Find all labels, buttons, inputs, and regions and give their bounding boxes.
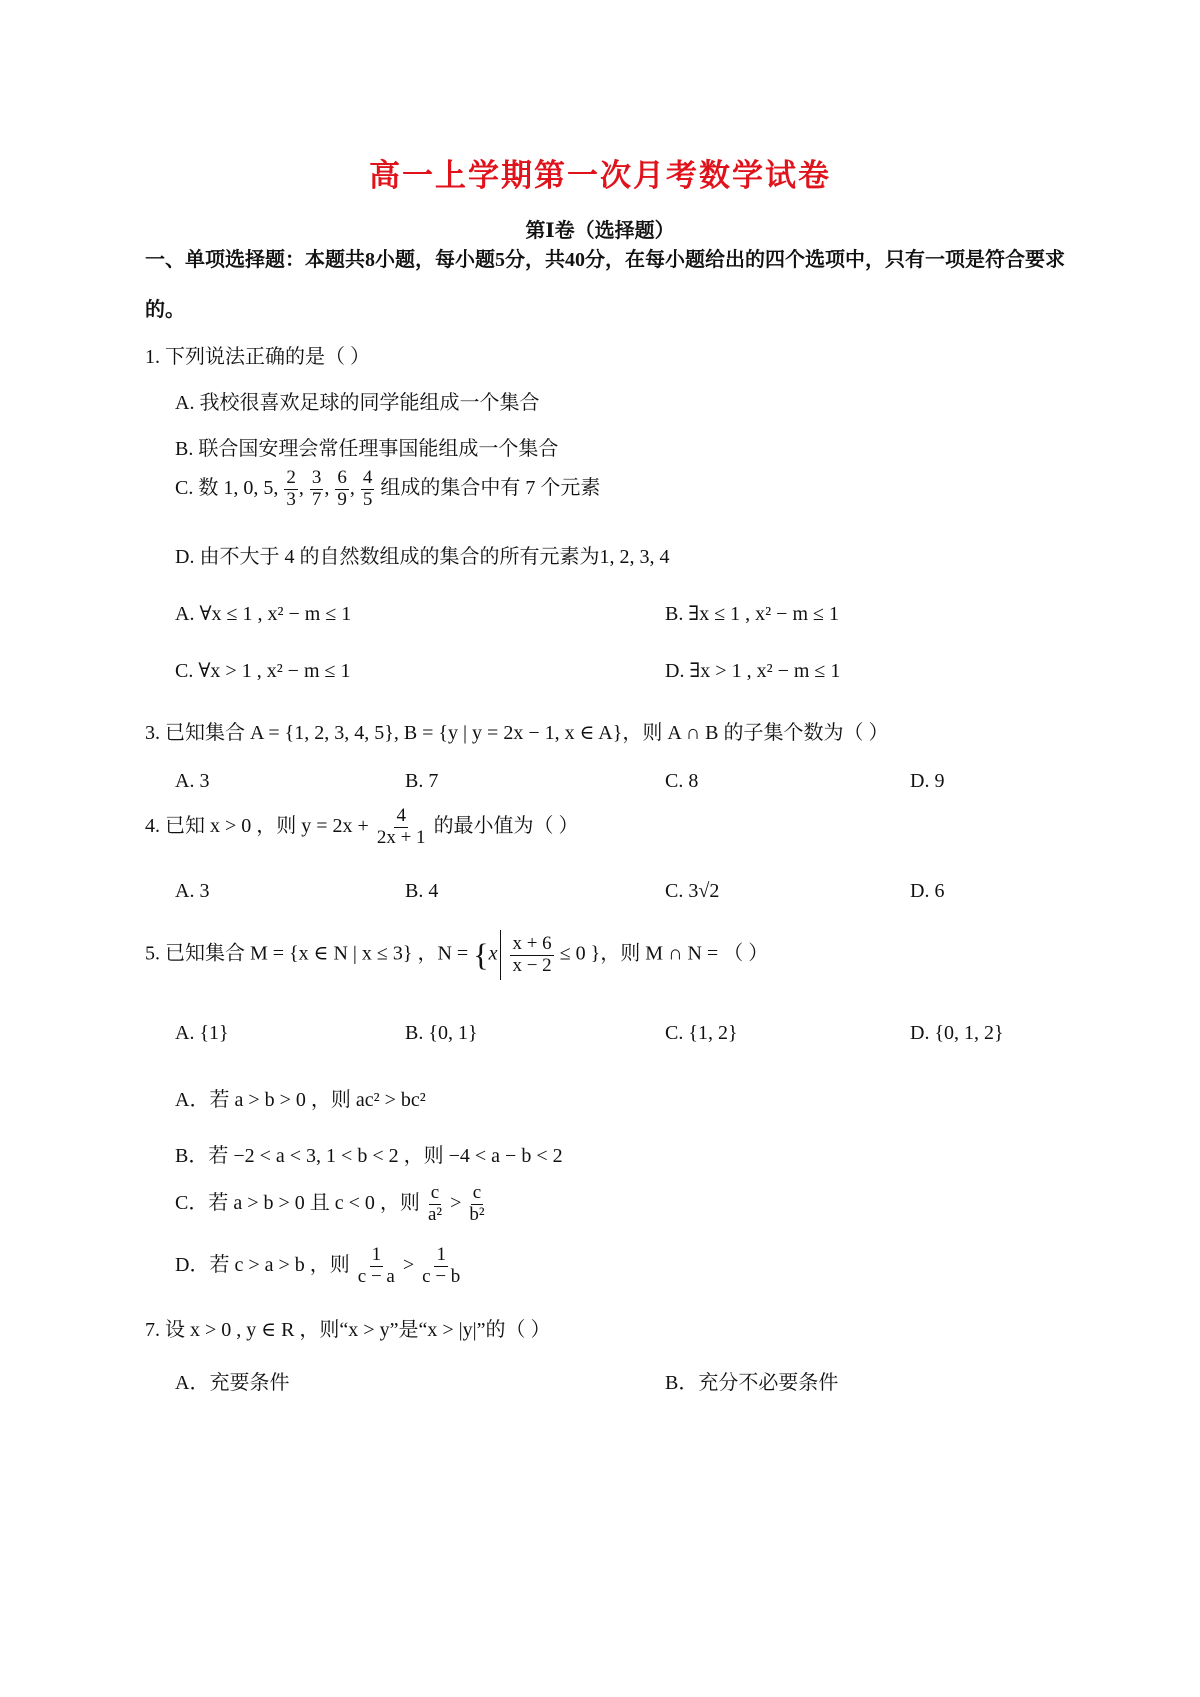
q5-option-b: B. {0, 1} — [405, 1022, 478, 1044]
q4-option-c: C. 3√2 — [665, 880, 720, 902]
q6-option-b: B．若 −2 < a < 3, 1 < b < 2 ，则 −4 < a − b < 2 — [175, 1145, 563, 1167]
q5-option-a: A. {1} — [175, 1022, 229, 1044]
q2-option-a: A. ∀x ≤ 1 , x² − m ≤ 1 — [175, 603, 352, 625]
q2-option-d: D. ∃x > 1 , x² − m ≤ 1 — [665, 660, 841, 682]
q1-stem: 1. 下列说法正确的是（ ） — [145, 346, 370, 368]
q2-option-b: B. ∃x ≤ 1 , x² − m ≤ 1 — [665, 603, 839, 625]
q1-option-b: B. 联合国安理会常任理事国能组成一个集合 — [175, 438, 559, 460]
q7-option-a: A．充要条件 — [175, 1372, 290, 1394]
q5-stem: 5. 已知集合 M = {x ∈ N | x ≤ 3} ，N = {x $\frac{x + 6}{x - 2}$ ≤ 0 }，则 M ∩ N = （ ） — [145, 930, 768, 980]
exam-title: 高一上学期第一次月考数学试卷 — [369, 158, 831, 193]
q6-option-a: A．若 a > b > 0 ，则 ac² > bc² — [175, 1089, 426, 1111]
q7-option-b: B．充分不必要条件 — [665, 1372, 839, 1394]
q4-stem: 4. 已知 x > 0 ，则 y = 2x + $\frac{4}{2x + 1}$ 的最小值为（ ） — [145, 805, 579, 848]
q3-option-b: B. 7 — [405, 770, 439, 792]
q1-option-c: C. 数 1, 0, 5, $\frac{2}{3}$ , $\frac{3}{7}$ , $\frac{6}{9}$ , $\frac{4}{5}$ 组成的集合中有 7 个元素 — [175, 467, 601, 510]
q6-option-c: C．若 a > b > 0 且 c < 0 ，则 $\frac{c}{\text{a²}}$ > $\frac{c}{\text{b²}}$ — [175, 1182, 485, 1225]
q3-option-d: D. 9 — [910, 770, 945, 792]
q3-stem: 3. 已知集合 A = {1, 2, 3, 4, 5}, B = {y | y = 2x − 1, x ∈ A}，则 A ∩ B 的子集个数为（ ） — [145, 722, 889, 744]
q1-option-d: D. 由不大于 4 的自然数组成的集合的所有元素为1, 2, 3, 4 — [175, 546, 670, 568]
q2-option-c: C. ∀x > 1 , x² − m ≤ 1 — [175, 660, 351, 682]
section-heading: 一、单项选择题：本题共8小题，每小题5分，共40分，在每小题给出的四个选项中，只有一项是符合要求的。 — [145, 249, 1065, 321]
q6-option-d: D．若 c > a > b ，则 $\frac{1}{c - a}$ > $\frac{1}{c - b}$ — [175, 1244, 461, 1287]
q4-option-a: A. 3 — [175, 880, 210, 902]
q3-option-c: C. 8 — [665, 770, 699, 792]
q5-option-d: D. {0, 1, 2} — [910, 1022, 1004, 1044]
exam-subtitle: 第Ⅰ卷（选择题） — [525, 220, 675, 242]
q7-stem: 7. 设 x > 0 , y ∈ R ，则“x > y”是“x > |y|”的（ ） — [145, 1319, 551, 1341]
q1-option-a: A. 我校很喜欢足球的同学能组成一个集合 — [175, 392, 540, 414]
q4-option-b: B. 4 — [405, 880, 439, 902]
q5-option-c: C. {1, 2} — [665, 1022, 738, 1044]
q4-option-d: D. 6 — [910, 880, 945, 902]
q3-option-a: A. 3 — [175, 770, 210, 792]
